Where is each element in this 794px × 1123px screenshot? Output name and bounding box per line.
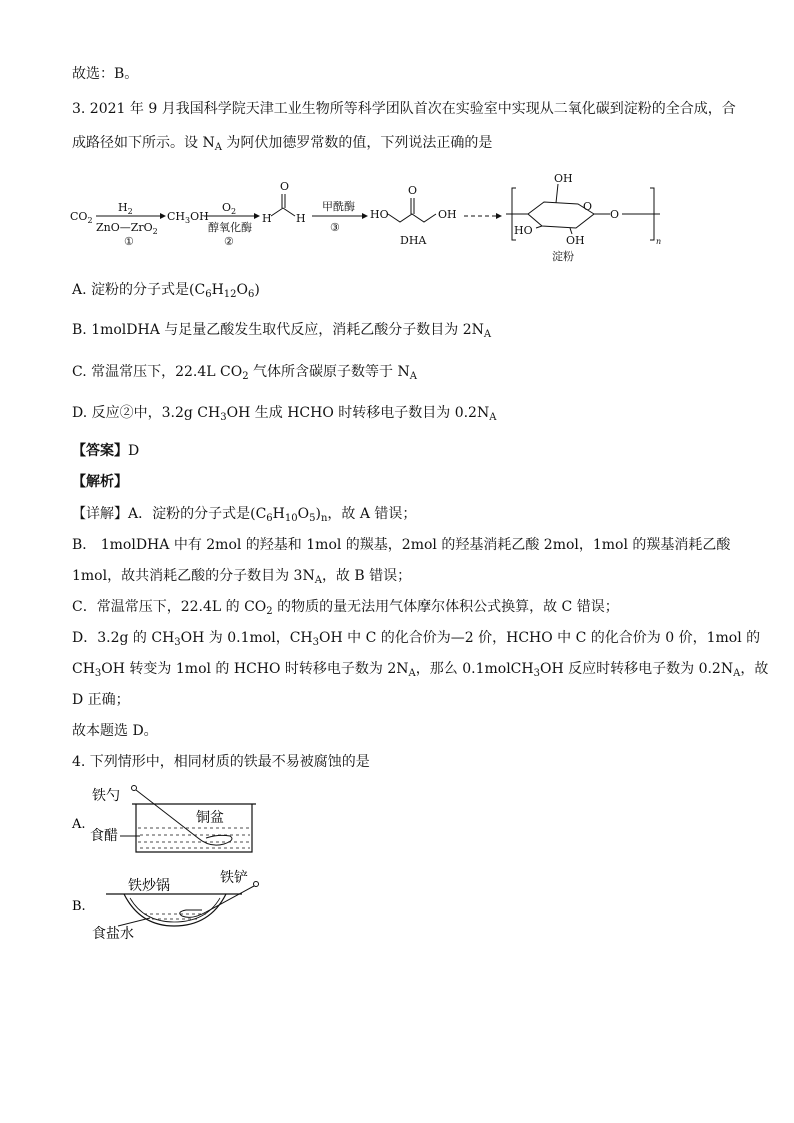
option-a: A. 淀粉的分子式是$(C_6H_{12}O_6)$	[72, 282, 260, 300]
answer-line	[72, 441, 139, 461]
iron-spoon	[132, 786, 137, 791]
svg-text:HO: HO	[370, 208, 389, 221]
svg-text:OH: OH	[438, 208, 457, 221]
label-copper-basin: 铜盆	[196, 810, 224, 826]
answer-value: D	[128, 443, 140, 459]
scheme-step1-number: ①	[124, 235, 134, 248]
svg-text:OH: OH	[554, 172, 573, 185]
option-b: B. 1molDHA 与足量乙酸发生取代反应，消耗乙酸分子数目为 $2N_A$	[72, 322, 492, 340]
detail-b-line-1: B． 1molDHA 中有 2mol 的羟基和 1mol 的羰基，2mol 的羟基消耗乙酸 2mol，1mol 的羰基消耗乙酸	[72, 537, 731, 553]
label-iron-spoon: 铁勺	[92, 788, 120, 804]
svg-text:n: n	[656, 237, 662, 246]
conclusion: 故本题选 D。	[72, 723, 158, 739]
iron-spatula	[254, 882, 259, 887]
scheme-step2-enzyme: 醇氧化酶	[208, 221, 252, 234]
detail-a: 【详解】A．淀粉的分子式是$(C_6H_{10}O_5)_n$，故 A 错误；	[72, 506, 417, 524]
scheme-co2: $CO_2$	[70, 210, 93, 225]
question-3-stem-line-2: 成路径如下所示。设 $N_A$ 为阿伏加德罗常数的值，下列说法正确的是	[72, 135, 493, 153]
label-iron-spatula: 铁铲	[220, 870, 248, 886]
svg-text:H: H	[262, 212, 272, 225]
vinegar-liquid	[138, 828, 250, 848]
detail-c: C．常温常压下，22.4L 的 $CO_2$ 的物质的量无法用气体摩尔体积公式换算，故 C 错误；	[72, 599, 619, 617]
label-brine: 食盐水	[92, 926, 134, 942]
svg-text:H: H	[296, 212, 306, 225]
analysis-label: 【解析】	[72, 474, 128, 490]
scheme-step2-reagent: $O_2$	[222, 201, 237, 216]
previous-answer: 故选：B。	[72, 66, 139, 82]
svg-text:O: O	[280, 180, 290, 193]
detail-b-line-2: 1mol，故共消耗乙酸的分子数目为 $3N_A$，故 B 错误；	[72, 568, 412, 586]
q4-option-b-label: B.	[72, 899, 86, 914]
scheme-ch3oh: $CH_3OH$	[167, 210, 209, 225]
scheme-step3-enzyme: 甲酰酶	[322, 200, 355, 213]
svg-text:O: O	[610, 208, 620, 221]
q4-option-a-figure	[70, 782, 270, 862]
scheme-starch	[506, 172, 661, 263]
svg-text:O: O	[408, 184, 418, 197]
scheme-step1-reagent: $H_2$	[118, 201, 133, 216]
svg-text:HO: HO	[514, 224, 533, 237]
detail-d-line-2: $CH_3OH$ 转变为 1mol 的 HCHO 时转移电子数为 $2N_A$，那么 0.1molCH$_3$OH 反应时转移电子数为 $0.2N_A$，故	[72, 661, 769, 679]
scheme-formaldehyde	[262, 180, 306, 225]
label-vinegar: 食醋	[90, 828, 118, 844]
option-c: C. 常温常压下，22.4L $CO_2$ 气体所含碳原子数等于 $N_A$	[72, 364, 417, 382]
question-4-stem: 4. 下列情形中，相同材质的铁最不易被腐蚀的是	[72, 754, 370, 770]
label-iron-wok: 铁炒锅	[128, 878, 170, 894]
option-d: D. 反应②中，3.2g $CH_3OH$ 生成 HCHO 时转移电子数目为 $0.2N_A$	[72, 405, 497, 423]
svg-text:淀粉: 淀粉	[552, 250, 574, 263]
question-3-stem-line-1: 3. 2021 年 9 月我国科学院天津工业生物所等科学团队首次在实验室中实现从二氧化碳到淀粉的全合成，合	[72, 101, 736, 117]
svg-text:O: O	[583, 200, 593, 213]
detail-d-line-3: D 正确；	[72, 692, 130, 708]
answer-label: 【答案】	[72, 443, 128, 459]
synthesis-scheme	[66, 168, 706, 268]
scheme-dha	[370, 184, 457, 247]
svg-text:DHA: DHA	[400, 234, 427, 247]
q4-option-b-figure	[70, 866, 270, 946]
detail-d-line-1: D．3.2g 的 $CH_3OH$ 为 0.1mol，$CH_3OH$ 中 C 的化合价为—2 价，HCHO 中 C 的化合价为 0 价，1mol 的	[72, 630, 761, 648]
svg-text:OH: OH	[566, 234, 585, 247]
q4-option-a-label: A.	[72, 817, 86, 832]
scheme-step2-number: ②	[224, 235, 234, 248]
scheme-step1-catalyst: ZnO—ZrO$_2$	[96, 221, 158, 236]
detail-label: 【详解】	[72, 506, 128, 522]
scheme-step3-number: ③	[330, 221, 340, 234]
